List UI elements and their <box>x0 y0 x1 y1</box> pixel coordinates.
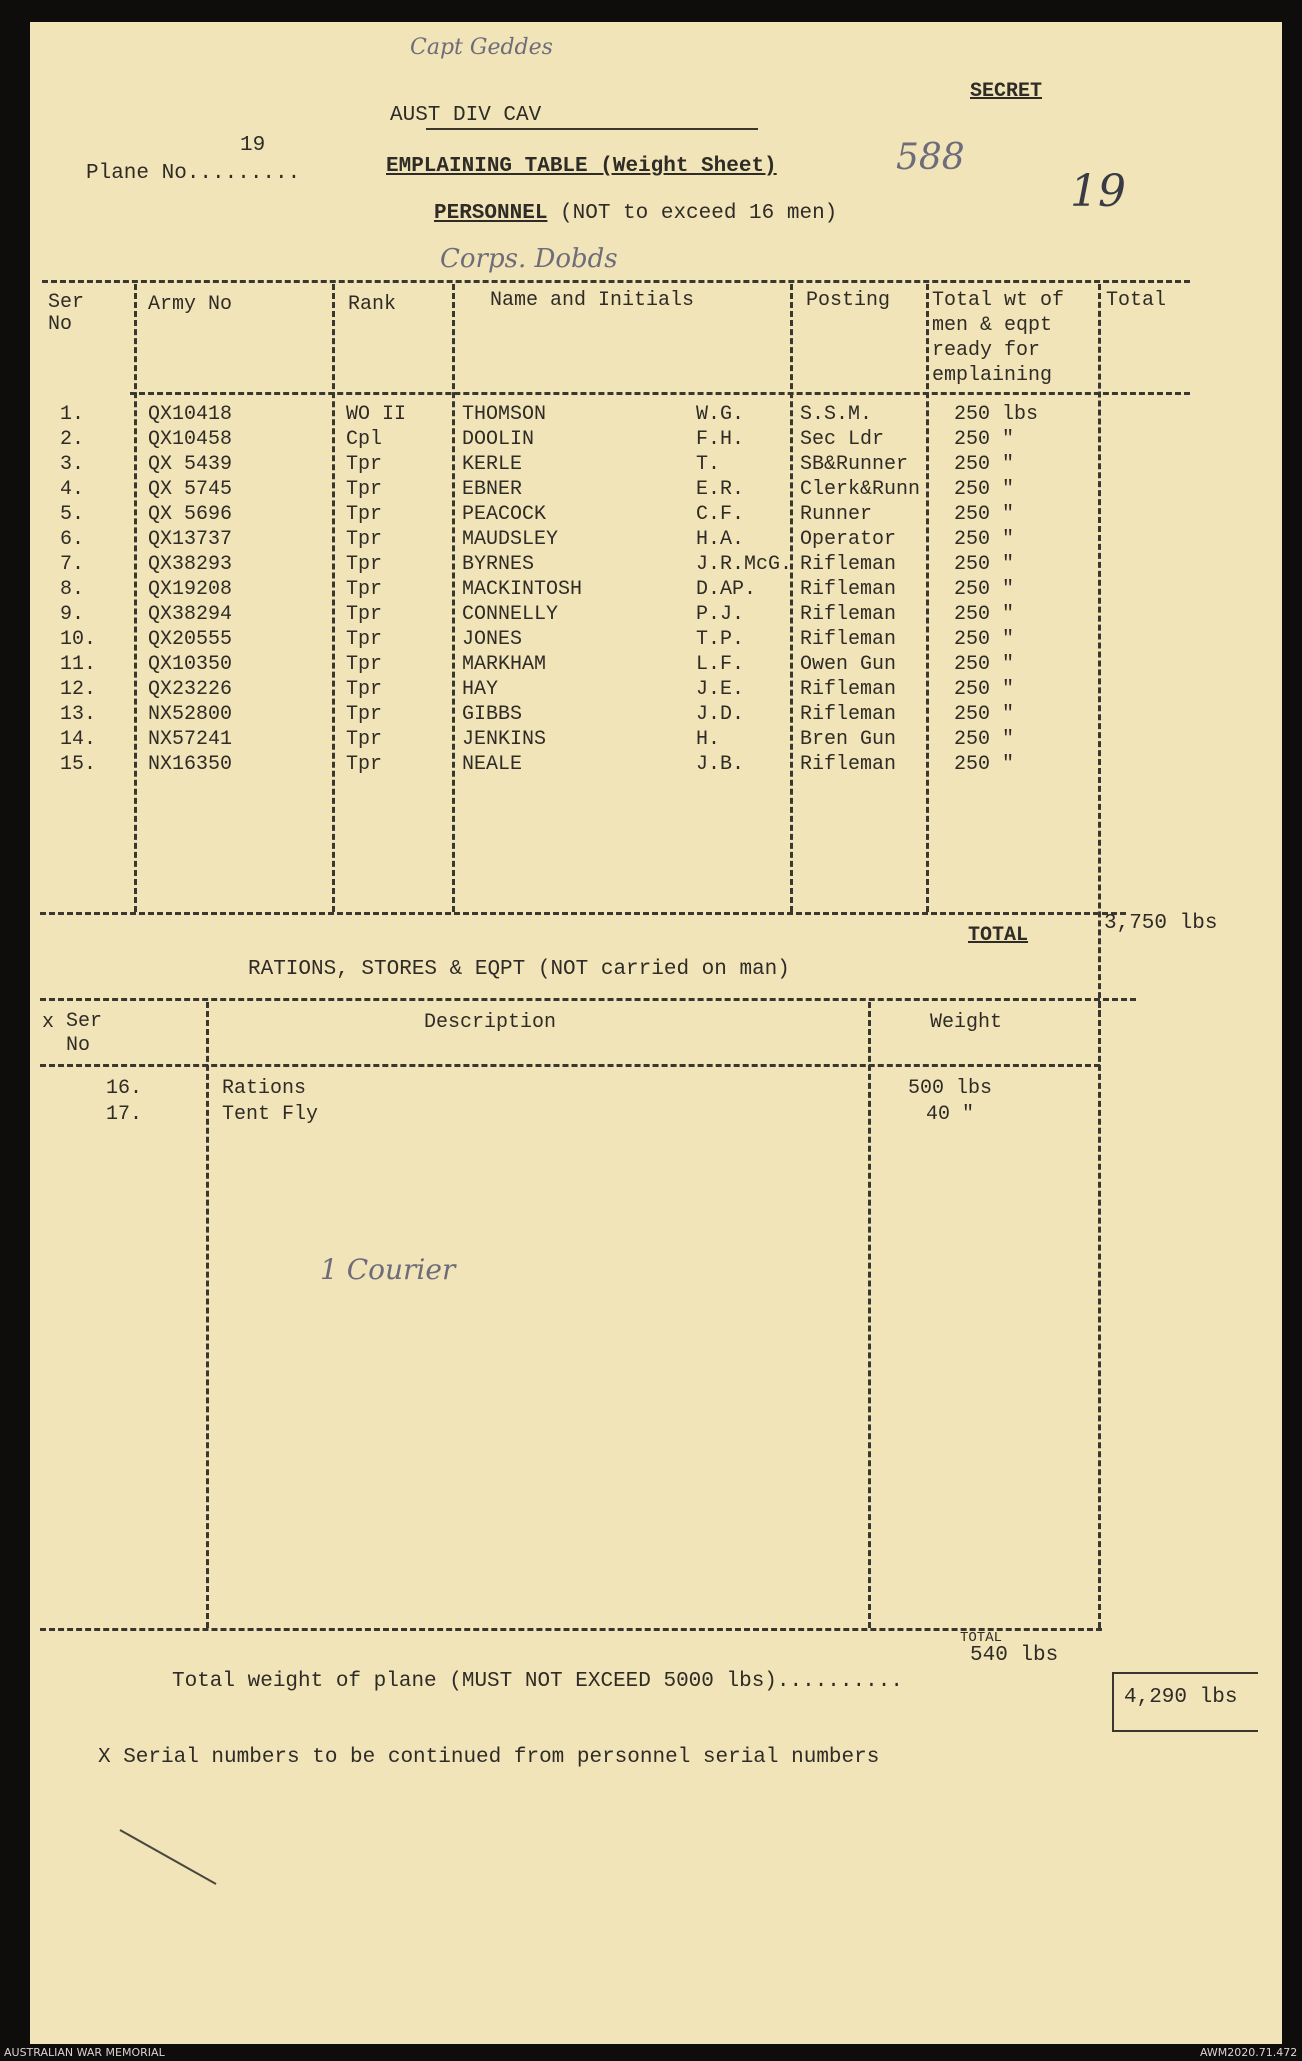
row-initials: T. <box>696 453 721 476</box>
row-initials: J.B. <box>696 753 745 776</box>
unit-line: AUST DIV CAV <box>390 104 542 127</box>
row-posting: Rifleman <box>800 578 897 601</box>
total-weight-label: Total weight of plane (MUST NOT EXCEED 5000 lbs).......... <box>172 1670 903 1693</box>
row-surname: PEACOCK <box>462 503 547 526</box>
row-surname: MAUDSLEY <box>462 528 559 551</box>
row-posting: Sec Ldr <box>800 428 885 451</box>
caption-right: AWM2020.71.472 <box>1200 2046 1298 2059</box>
row-ser-no: 9. <box>60 603 85 626</box>
stores-row-weight: 500 lbs <box>908 1077 993 1100</box>
stores-header-weight: Weight <box>930 1011 1003 1034</box>
row-posting: Clerk&Runn <box>800 478 921 501</box>
row-army-no: QX10350 <box>148 653 233 676</box>
row-surname: JONES <box>462 628 523 651</box>
stores-row-ser-no: 17. <box>106 1103 143 1126</box>
row-surname: BYRNES <box>462 553 535 576</box>
row-surname: NEALE <box>462 753 523 776</box>
row-weight: 250 " <box>954 478 1015 501</box>
row-army-no: QX 5745 <box>148 478 233 501</box>
handwritten-plane-number: 19 <box>1070 166 1126 217</box>
col-divider-2 <box>332 284 335 912</box>
header-total-weight: Total wt of men & eqpt ready for emplaining <box>932 289 1065 387</box>
grand-total-box-bottom <box>1112 1730 1258 1732</box>
row-initials: E.R. <box>696 478 745 501</box>
personnel-total-label: TOTAL <box>968 924 1029 947</box>
row-ser-no: 13. <box>60 703 97 726</box>
row-initials: H.A. <box>696 528 745 551</box>
row-posting: Rifleman <box>800 678 897 701</box>
row-surname: JENKINS <box>462 728 547 751</box>
row-army-no: QX23226 <box>148 678 233 701</box>
row-posting: Rifleman <box>800 603 897 626</box>
row-weight: 250 " <box>954 653 1015 676</box>
row-rank: Tpr <box>346 653 383 676</box>
row-weight: 250 " <box>954 703 1015 726</box>
row-army-no: QX20555 <box>148 628 233 651</box>
stores-header-description: Description <box>424 1011 557 1034</box>
row-surname: KERLE <box>462 453 523 476</box>
col-divider-1 <box>134 284 137 912</box>
caption-left: AUSTRALIAN WAR MEMORIAL <box>4 2046 165 2059</box>
row-ser-no: 1. <box>60 403 85 426</box>
stores-header-ser-no: Ser No <box>66 1010 103 1057</box>
personnel-heading <box>434 202 837 226</box>
stores-heading: RATIONS, STORES & EQPT (NOT carried on man) <box>248 958 790 981</box>
row-surname: HAY <box>462 678 499 701</box>
row-initials: H. <box>696 728 721 751</box>
row-ser-no: 7. <box>60 553 85 576</box>
col-divider-4 <box>790 284 793 912</box>
row-rank: Tpr <box>346 628 383 651</box>
row-surname: THOMSON <box>462 403 547 426</box>
row-weight: 250 " <box>954 628 1015 651</box>
personnel-table-top-border <box>42 280 1190 283</box>
row-initials: J.D. <box>696 703 745 726</box>
row-army-no: QX 5439 <box>148 453 233 476</box>
pencil-mark <box>116 1822 226 1892</box>
handwritten-courier-note: 1 Courier <box>320 1253 456 1286</box>
header-ser-no: Ser No <box>48 291 85 336</box>
row-rank: Tpr <box>346 603 383 626</box>
row-army-no: QX 5696 <box>148 503 233 526</box>
row-posting: SB&Runner <box>800 453 909 476</box>
row-rank: Tpr <box>346 503 383 526</box>
row-ser-no: 6. <box>60 528 85 551</box>
row-rank: Tpr <box>346 578 383 601</box>
row-ser-no: 10. <box>60 628 97 651</box>
row-weight: 250 " <box>954 578 1015 601</box>
row-weight: 250 " <box>954 603 1015 626</box>
personnel-heading-rest: (NOT to exceed 16 men) <box>560 202 838 225</box>
row-posting: Rifleman <box>800 703 897 726</box>
row-rank: Tpr <box>346 678 383 701</box>
handwritten-top-note: Capt Geddes <box>410 35 553 60</box>
row-rank: Tpr <box>346 753 383 776</box>
personnel-total-value: 3,750 lbs <box>1104 912 1218 935</box>
stores-col-divider-2 <box>868 1002 871 1628</box>
grand-total-value: 4,290 lbs <box>1124 1686 1238 1709</box>
row-ser-no: 11. <box>60 653 97 676</box>
row-ser-no: 2. <box>60 428 85 451</box>
row-army-no: QX10418 <box>148 403 233 426</box>
row-initials: L.F. <box>696 653 745 676</box>
col-divider-3 <box>452 284 455 912</box>
stores-header-divider <box>40 1064 1100 1067</box>
row-surname: MARKHAM <box>462 653 547 676</box>
row-posting: Owen Gun <box>800 653 897 676</box>
row-initials: P.J. <box>696 603 745 626</box>
stores-row-ser-no: 16. <box>106 1077 143 1100</box>
grand-total-box-left <box>1112 1672 1114 1730</box>
stores-col-divider-1 <box>206 1002 209 1628</box>
row-surname: CONNELLY <box>462 603 559 626</box>
serial-numbers-note: X Serial numbers to be continued from personnel serial numbers <box>98 1746 880 1769</box>
row-rank: Tpr <box>346 728 383 751</box>
row-initials: J.R.McG. <box>696 553 793 576</box>
header-army-no: Army No <box>148 293 233 316</box>
row-army-no: QX38294 <box>148 603 233 626</box>
row-initials: J.E. <box>696 678 745 701</box>
row-army-no: QX19208 <box>148 578 233 601</box>
stores-total-label: TOTAL <box>960 1630 1003 1646</box>
unit-underline <box>426 128 758 130</box>
row-ser-no: 4. <box>60 478 85 501</box>
row-weight: 250 " <box>954 503 1015 526</box>
row-weight: 250 " <box>954 678 1015 701</box>
row-ser-no: 15. <box>60 753 97 776</box>
row-posting: Rifleman <box>800 753 897 776</box>
row-posting: Runner <box>800 503 873 526</box>
row-army-no: QX38293 <box>148 553 233 576</box>
plane-number-value: 19 <box>240 134 266 157</box>
plane-number-label: Plane No......... <box>86 162 301 185</box>
handwritten-signature: Corps. Dobds <box>440 244 618 274</box>
row-surname: DOOLIN <box>462 428 535 451</box>
row-initials: D.AP. <box>696 578 757 601</box>
row-ser-no: 8. <box>60 578 85 601</box>
row-weight: 250 " <box>954 453 1015 476</box>
stores-table-top-border <box>40 998 1136 1001</box>
stores-row-description: Tent Fly <box>222 1103 319 1126</box>
classification-stamp: SECRET <box>970 80 1043 103</box>
row-initials: T.P. <box>696 628 745 651</box>
row-ser-no: 5. <box>60 503 85 526</box>
stores-col-divider-3 <box>1098 1002 1101 1628</box>
document-title: EMPLAINING TABLE (Weight Sheet) <box>386 155 777 178</box>
row-posting: Rifleman <box>800 553 897 576</box>
row-initials: W.G. <box>696 403 745 426</box>
grand-total-box-top <box>1112 1672 1258 1674</box>
header-total: Total <box>1106 289 1167 312</box>
row-surname: GIBBS <box>462 703 523 726</box>
document-sheet <box>30 22 1282 2044</box>
col-divider-5 <box>926 284 929 912</box>
row-weight: 250 " <box>954 553 1015 576</box>
row-army-no: NX52800 <box>148 703 233 726</box>
personnel-heading-bold: PERSONNEL <box>434 202 548 225</box>
stores-header-mark: x <box>42 1011 55 1034</box>
handwritten-reference: 588 <box>896 137 965 178</box>
header-name: Name and Initials <box>490 289 695 312</box>
row-surname: EBNER <box>462 478 523 501</box>
row-army-no: QX10458 <box>148 428 233 451</box>
header-rank: Rank <box>348 293 397 316</box>
row-posting: Operator <box>800 528 897 551</box>
row-army-no: NX57241 <box>148 728 233 751</box>
row-ser-no: 12. <box>60 678 97 701</box>
row-army-no: NX16350 <box>148 753 233 776</box>
row-weight: 250 lbs <box>954 403 1039 426</box>
row-army-no: QX13737 <box>148 528 233 551</box>
personnel-header-divider <box>130 392 1190 395</box>
stores-total-value: 540 lbs <box>970 1644 1059 1667</box>
stores-row-weight: 40 " <box>926 1103 975 1126</box>
stores-table-bottom-border <box>40 1628 1102 1631</box>
col-divider-6 <box>1098 284 1101 1016</box>
row-rank: Tpr <box>346 703 383 726</box>
row-rank: Cpl <box>346 428 383 451</box>
personnel-table-bottom-border <box>40 912 1126 915</box>
row-weight: 250 " <box>954 728 1015 751</box>
row-ser-no: 3. <box>60 453 85 476</box>
row-weight: 250 " <box>954 753 1015 776</box>
row-ser-no: 14. <box>60 728 97 751</box>
row-rank: Tpr <box>346 553 383 576</box>
row-initials: F.H. <box>696 428 745 451</box>
row-posting: Bren Gun <box>800 728 897 751</box>
row-posting: S.S.M. <box>800 403 873 426</box>
header-posting: Posting <box>806 289 891 312</box>
row-posting: Rifleman <box>800 628 897 651</box>
stores-row-description: Rations <box>222 1077 307 1100</box>
row-weight: 250 " <box>954 528 1015 551</box>
row-rank: Tpr <box>346 453 383 476</box>
row-weight: 250 " <box>954 428 1015 451</box>
row-surname: MACKINTOSH <box>462 578 583 601</box>
row-initials: C.F. <box>696 503 745 526</box>
row-rank: Tpr <box>346 478 383 501</box>
row-rank: WO II <box>346 403 407 426</box>
row-rank: Tpr <box>346 528 383 551</box>
